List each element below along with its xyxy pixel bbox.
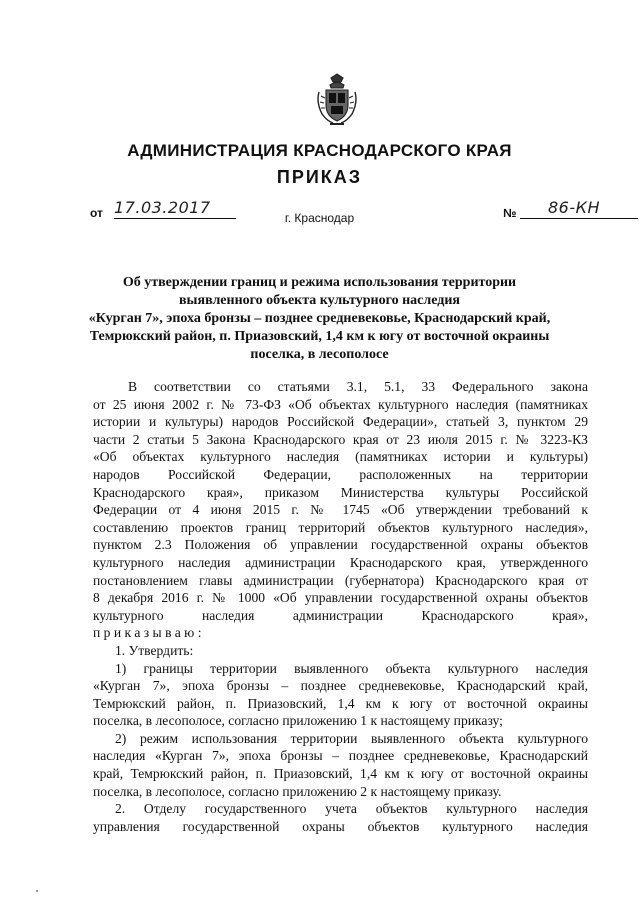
- title-line: поселка, в лесополосе: [250, 347, 389, 362]
- body-line: постановлением главы администрации (губернатора) Краснодарского края от: [93, 572, 588, 588]
- body-line: поселка, в лесополосе, согласно приложению 1 к настоящему приказу;: [93, 713, 503, 729]
- body-line: край, Темрюкский район, п. Приазовский, 1,4 км к югу от восточной окраины: [93, 766, 588, 782]
- body-line: поселка, в лесополосе, согласно приложению 2 к настоящему приказу.: [93, 783, 502, 799]
- document-title: [60, 274, 579, 364]
- organization-name: АДМИНИСТРАЦИЯ КРАСНОДАРСКОГО КРАЯ: [127, 141, 512, 160]
- document-body: [93, 378, 588, 835]
- body-line: Краснодарского края», приказом Министерства культуры Российской: [93, 484, 588, 500]
- body-line: «Об объектах культурного наследия (памятниках истории и культуры): [93, 449, 588, 465]
- body-line: культурного наследия администрации Краснодарского края, утвержденного: [93, 554, 588, 570]
- title-line: выявленного объекта культурного наследия: [179, 293, 460, 308]
- body-line: управления государственной охраны объектов культурного наследия: [93, 818, 588, 834]
- scan-speck: [36, 890, 38, 892]
- body-line: составлению проектов границ территорий объектов культурного наследия»,: [93, 519, 588, 535]
- date-label: от: [90, 206, 103, 220]
- body-line: «Курган 7», эпоха бронзы – позднее средневековье, Краснодарский край,: [93, 678, 588, 694]
- body-line: Федерации от 4 июня 2015 г. № 1745 «Об утверждении требований к: [93, 502, 588, 518]
- coat-of-arms-emblem: [316, 72, 358, 126]
- title-line: «Курган 7», эпоха бронзы – позднее средневековье, Краснодарский край,: [88, 311, 551, 326]
- body-line: наследия «Курган 7», эпоха бронзы – позднее средневековье, Краснодарский: [93, 748, 588, 764]
- body-line: Темрюкский район, п. Приазовский, 1,4 км к югу от восточной окраины: [93, 695, 588, 711]
- body-line: В соответствии со статьями 3.1, 5.1, 33 Федерального закона: [128, 379, 588, 394]
- body-line: части 2 статьи 5 Закона Краснодарского края от 23 июля 2015 г. № 3223-КЗ: [93, 431, 588, 447]
- body-line: 2. Отделу государственного учета объектов культурного наследия: [115, 801, 588, 817]
- document-type: ПРИКАЗ: [276, 167, 363, 187]
- body-line: истории и культуры) народов Российской Федерации», статьей 3, пунктом 29: [93, 414, 588, 430]
- body-line: 2) режим использования территории выявленного объекта культурного: [115, 730, 588, 746]
- city-name: г. Краснодар: [284, 211, 355, 225]
- body-line-prikazyvayu: приказываю:: [93, 625, 205, 641]
- body-line: от 25 июня 2002 г. № 73-ФЗ «Об объектах культурного наследия (памятниках: [93, 396, 588, 412]
- body-line: пунктом 2.3 Положения об управлении государственной охраны объектов: [93, 537, 588, 553]
- body-line: культурного наследия администрации Краснодарского края»,: [93, 607, 588, 623]
- number-value: 86-КН: [548, 198, 601, 217]
- body-line: народов Российской Федерации, расположенных на территории: [93, 466, 588, 482]
- body-line: 1) границы территории выявленного объекта культурного наследия: [115, 660, 588, 676]
- body-line: 1. Утвердить:: [115, 642, 194, 658]
- body-line: 8 декабря 2016 г. № 1000 «Об управлении государственной охраны объектов: [93, 590, 588, 606]
- title-line: Об утверждении границ и режима использования территории: [122, 275, 517, 290]
- title-line: Темрюкский район, п. Приазовский, 1,4 км к югу от восточной окраины: [89, 329, 550, 344]
- number-label: №: [503, 206, 517, 220]
- date-value: 17.03.2017: [114, 198, 211, 217]
